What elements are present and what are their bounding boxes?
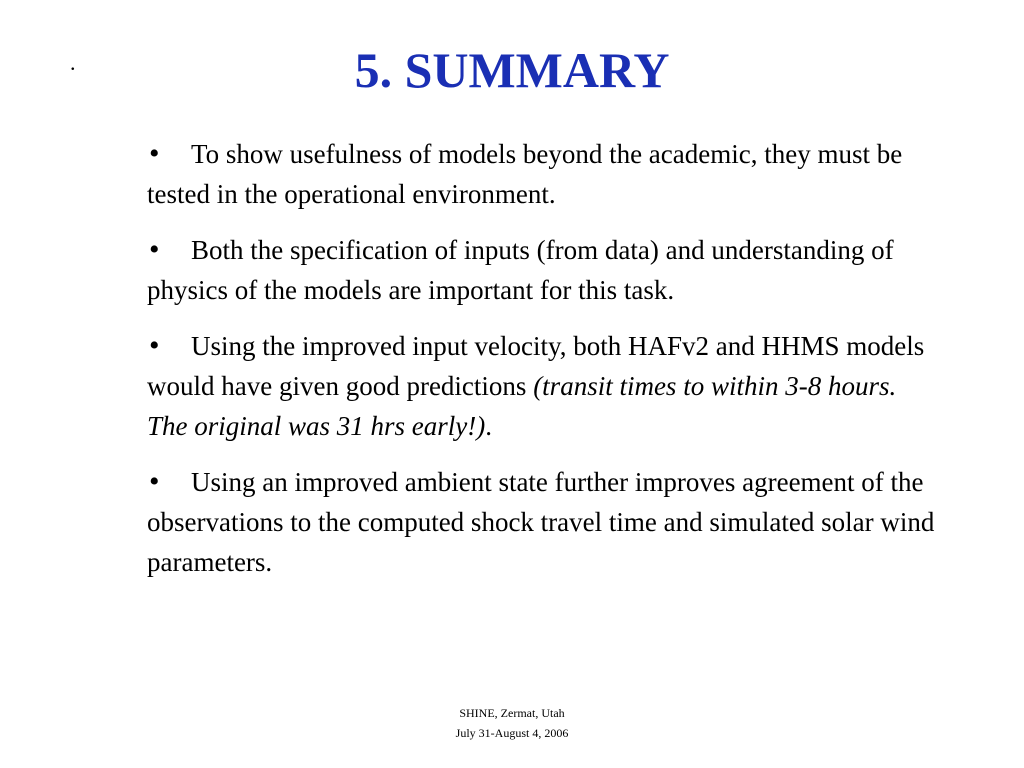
bullet-trailing-text: . bbox=[485, 411, 493, 441]
footer-date: July 31-August 4, 2006 bbox=[455, 726, 569, 740]
bullet-text: To show usefulness of models beyond the academic, they must be tested in the operational environment. bbox=[147, 139, 903, 209]
bullet-icon: • bbox=[149, 465, 160, 498]
bullet-item bbox=[147, 134, 937, 214]
bullet-icon: • bbox=[149, 233, 160, 266]
bullet-icon: • bbox=[149, 329, 160, 362]
bullet-italic-text: (transit times to within 3-8 hours. The original was 31 hrs early!) bbox=[147, 371, 897, 441]
footer-venue: SHINE, Zermat, Utah bbox=[459, 706, 565, 720]
footer bbox=[0, 703, 1024, 743]
bullet-icon: • bbox=[149, 137, 160, 170]
bullet-item bbox=[147, 326, 937, 446]
bullet-item bbox=[147, 230, 937, 310]
bullet-text: Using the improved input velocity, both HAFv2 and HHMS models would have given good predictions bbox=[147, 331, 925, 401]
bullet-text: Using an improved ambient state further improves agreement of the observations to the computed shock travel time and simulated solar wind parameters. bbox=[147, 467, 935, 577]
bullet-text: Both the specification of inputs (from data) and understanding of physics of the models are important for this task. bbox=[147, 235, 894, 305]
bullet-item bbox=[147, 462, 937, 582]
corner-dot: . bbox=[70, 50, 76, 75]
bullet-list bbox=[147, 134, 937, 598]
slide-title: 5. SUMMARY bbox=[354, 42, 670, 98]
